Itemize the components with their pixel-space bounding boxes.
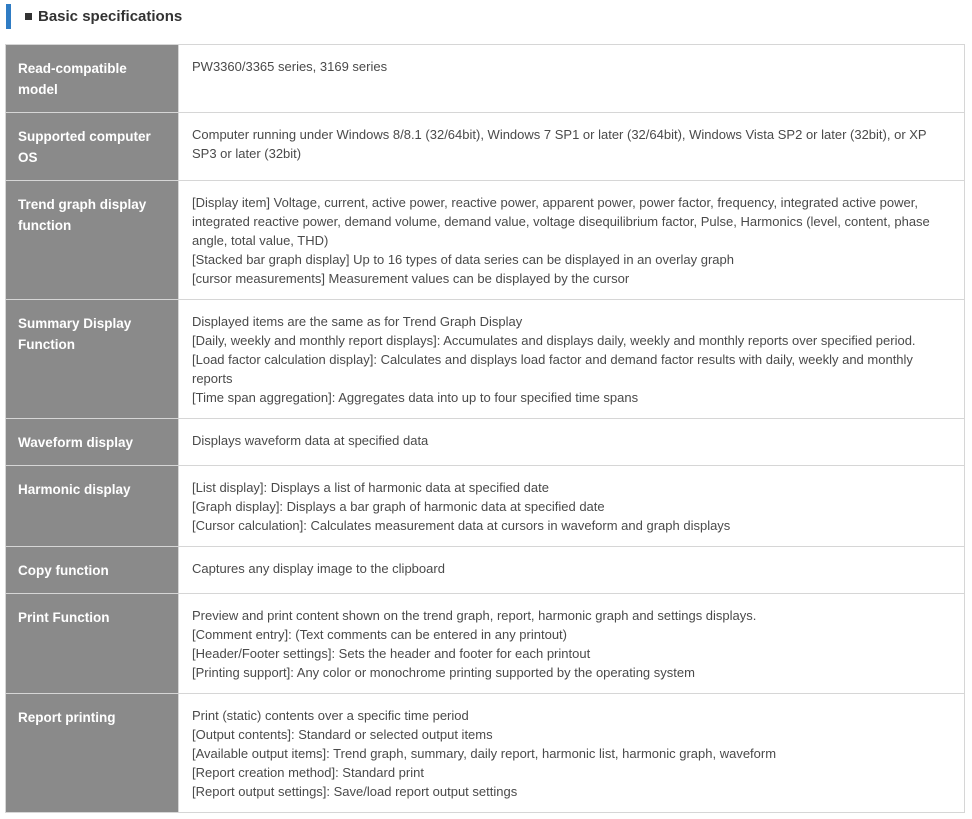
spec-value-line: [Cursor calculation]: Calculates measurement data at cursors in waveform and graph displays bbox=[192, 518, 731, 533]
spec-value-line: [Report creation method]: Standard print bbox=[192, 765, 424, 780]
spec-value-line: [Printing support]: Any color or monochrome printing supported by the operating system bbox=[192, 665, 695, 680]
spec-label: Waveform display bbox=[6, 419, 179, 466]
spec-value-line: Displays waveform data at specified data bbox=[192, 433, 429, 448]
spec-label: Print Function bbox=[6, 594, 179, 694]
spec-value bbox=[179, 547, 965, 594]
spec-value bbox=[179, 113, 965, 181]
spec-table-body bbox=[6, 45, 965, 813]
spec-value-line: [Graph display]: Displays a bar graph of harmonic data at specified date bbox=[192, 499, 605, 514]
spec-value-line: [Report output settings]: Save/load report output settings bbox=[192, 784, 518, 799]
spec-row bbox=[6, 547, 965, 594]
spec-value-line: [cursor measurements] Measurement values can be displayed by the cursor bbox=[192, 271, 630, 286]
spec-value bbox=[179, 594, 965, 694]
spec-label: Report printing bbox=[6, 694, 179, 813]
spec-value-line: [Stacked bar graph display] Up to 16 types of data series can be displayed in an overlay graph bbox=[192, 252, 734, 267]
spec-value bbox=[179, 300, 965, 419]
spec-label: Supported computer OS bbox=[6, 113, 179, 181]
spec-value-line: PW3360/3365 series, 3169 series bbox=[192, 59, 388, 74]
section-title: Basic specifications bbox=[38, 8, 183, 25]
spec-value-line: [List display]: Displays a list of harmonic data at specified date bbox=[192, 480, 549, 495]
spec-row bbox=[6, 300, 965, 419]
spec-value bbox=[179, 419, 965, 466]
spec-value-line: [Load factor calculation display]: Calculates and displays load factor and demand factor results with daily, weekly and monthly reports bbox=[192, 352, 913, 386]
spec-value-line: Preview and print content shown on the trend graph, report, harmonic graph and settings displays. bbox=[192, 608, 757, 623]
spec-row bbox=[6, 466, 965, 547]
spec-value-line: Print (static) contents over a specific time period bbox=[192, 708, 469, 723]
spec-value bbox=[179, 181, 965, 300]
spec-value bbox=[179, 466, 965, 547]
spec-value bbox=[179, 694, 965, 813]
spec-value-line: [Comment entry]: (Text comments can be entered in any printout) bbox=[192, 627, 568, 642]
spec-row bbox=[6, 113, 965, 181]
section-heading bbox=[6, 4, 182, 29]
spec-row bbox=[6, 694, 965, 813]
spec-label: Harmonic display bbox=[6, 466, 179, 547]
spec-value-line: [Header/Footer settings]: Sets the header and footer for each printout bbox=[192, 646, 591, 661]
spec-label: Summary Display Function bbox=[6, 300, 179, 419]
spec-value-line: Captures any display image to the clipboard bbox=[192, 561, 445, 576]
spec-value-line: [Output contents]: Standard or selected output items bbox=[192, 727, 493, 742]
square-bullet-icon bbox=[25, 13, 32, 20]
spec-row bbox=[6, 594, 965, 694]
spec-row bbox=[6, 45, 965, 113]
spec-value-line: Computer running under Windows 8/8.1 (32/64bit), Windows 7 SP1 or later (32/64bit), Windows Vista SP2 or later (32bit), or XP SP3 or later (32bit) bbox=[192, 127, 927, 161]
spec-label: Copy function bbox=[6, 547, 179, 594]
spec-value-line: [Display item] Voltage, current, active power, reactive power, apparent power, power factor, frequency, integrated active power, integrated reactive power, demand volume, demand value, voltage disequilibrium factor, Pulse, Harmonics (level, content, phase angle, total value, THD) bbox=[192, 195, 930, 248]
spec-value bbox=[179, 45, 965, 113]
spec-value-line: [Available output items]: Trend graph, summary, daily report, harmonic list, harmonic graph, waveform bbox=[192, 746, 777, 761]
spec-row bbox=[6, 419, 965, 466]
spec-row bbox=[6, 181, 965, 300]
spec-table bbox=[5, 44, 965, 813]
spec-value-line: Displayed items are the same as for Trend Graph Display bbox=[192, 314, 523, 329]
spec-label: Read-compatible model bbox=[6, 45, 179, 113]
spec-value-line: [Daily, weekly and monthly report displays]: Accumulates and displays daily, weekly and monthly reports over specified period. bbox=[192, 333, 916, 348]
spec-label: Trend graph display function bbox=[6, 181, 179, 300]
spec-value-line: [Time span aggregation]: Aggregates data into up to four specified time spans bbox=[192, 390, 639, 405]
